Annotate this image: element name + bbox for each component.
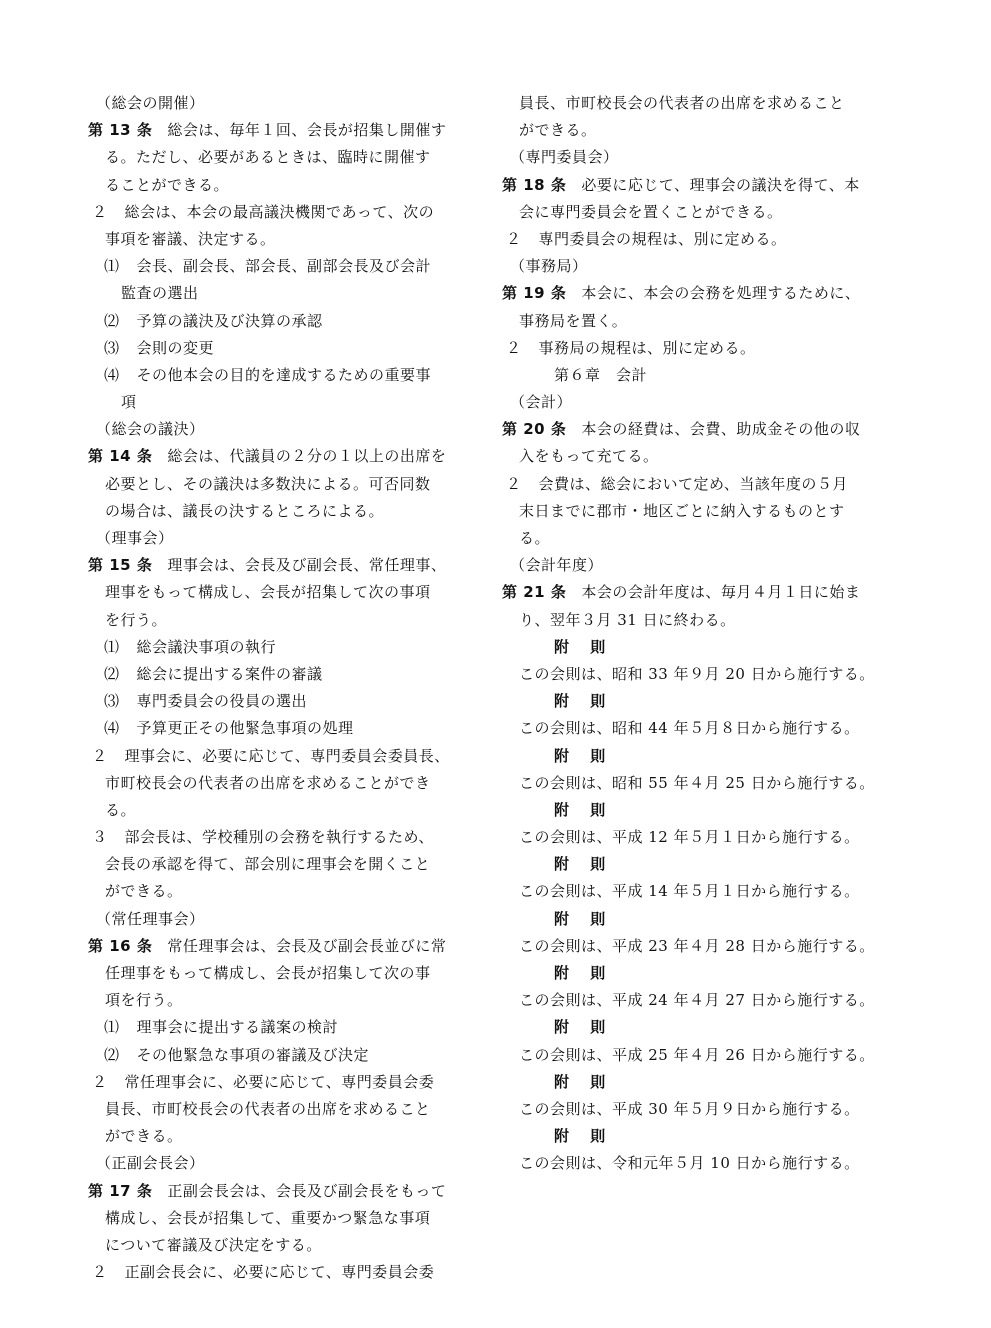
section-heading xyxy=(88,90,470,117)
text-line xyxy=(502,1014,894,1041)
line-text: 本会に、本会の会務を処理するために、 xyxy=(581,284,861,303)
text-line xyxy=(502,715,894,742)
line-text: 会長の承認を得て、部会別に理事会を開くこと xyxy=(105,855,431,874)
continued-text xyxy=(502,90,894,144)
text-line xyxy=(88,1096,470,1123)
line-text: 総会は、本会の最高議決機関であって、次の xyxy=(124,202,435,221)
line-text: 附 則 xyxy=(554,1018,614,1037)
text-line xyxy=(88,688,470,715)
paragraph xyxy=(502,471,894,553)
line-text: （会計） xyxy=(510,393,573,412)
section-heading xyxy=(502,253,894,280)
text-line xyxy=(502,525,894,552)
text-line xyxy=(502,90,894,117)
text-line xyxy=(88,335,470,362)
chapter-heading xyxy=(502,362,894,389)
text-line xyxy=(88,226,470,253)
text-line xyxy=(88,906,470,933)
line-text: を行う。 xyxy=(105,610,168,629)
text-line xyxy=(502,335,894,362)
line-text: 理事会は、会長及び副会長、常任理事、 xyxy=(167,556,447,575)
paragraph xyxy=(502,335,894,362)
line-text: この会則は、平成 12 年５月１日から施行する。 xyxy=(519,828,860,847)
line-text: る。 xyxy=(105,800,137,819)
line-text: この会則は、平成 24 年４月 27 日から施行する。 xyxy=(519,991,875,1010)
line-text: その他本会の目的を達成するための重要事 xyxy=(136,365,432,384)
line-text: 会に専門委員会を置くことができる。 xyxy=(519,202,783,221)
item-number: ⑵ xyxy=(104,311,120,330)
item-number: ⑷ xyxy=(104,719,120,738)
list-item xyxy=(88,1014,470,1041)
article-number: 第 13 条 xyxy=(88,121,153,140)
item-number: ⑴ xyxy=(104,257,120,276)
line-text: 監査の選出 xyxy=(121,284,199,303)
line-text: 理事をもって構成し、会長が招集して次の事項 xyxy=(105,583,431,602)
line-text: 附 則 xyxy=(554,964,614,982)
text-line xyxy=(502,253,894,280)
article xyxy=(88,552,470,634)
enactment-clause xyxy=(502,1150,894,1177)
article xyxy=(88,1178,470,1260)
paragraph-number: ２ xyxy=(92,1072,108,1091)
line-text: 常任理事会に、必要に応じて、専門委員会委 xyxy=(124,1072,435,1091)
line-text: 本会の会計年度は、毎月４月１日に始ま xyxy=(581,583,861,602)
text-line xyxy=(88,144,470,171)
section-heading xyxy=(502,389,894,416)
article-number: 第 18 条 xyxy=(502,175,567,194)
text-line xyxy=(88,1042,470,1069)
line-text: ができる。 xyxy=(105,1127,183,1146)
text-line xyxy=(88,878,470,905)
text-line xyxy=(502,1069,894,1096)
article-number: 第 14 条 xyxy=(88,447,153,466)
text-line xyxy=(88,117,470,144)
text-line xyxy=(88,1069,470,1096)
text-line xyxy=(88,1259,470,1286)
line-text: 事務局の規程は、別に定める。 xyxy=(538,338,756,357)
line-text: 総会は、毎年１回、会長が招集し開催す xyxy=(167,121,447,140)
article xyxy=(88,117,470,199)
text-line xyxy=(502,226,894,253)
text-line xyxy=(502,280,894,307)
appendix-heading xyxy=(502,634,894,661)
article-number: 第 17 条 xyxy=(88,1181,153,1200)
section-heading xyxy=(502,552,894,579)
text-line xyxy=(88,851,470,878)
text-line xyxy=(88,607,470,634)
article xyxy=(88,443,470,525)
text-line xyxy=(502,933,894,960)
line-text: る。ただし、必要があるときは、臨時に開催す xyxy=(105,148,431,167)
line-text: （総会の議決） xyxy=(96,420,205,439)
text-line xyxy=(88,280,470,307)
line-text: 第６章 会計 xyxy=(554,365,648,384)
line-text: 附 則 xyxy=(554,855,614,874)
line-text: 項 xyxy=(121,393,137,412)
item-number: ⑵ xyxy=(104,664,120,683)
line-text: の場合は、議長の決するところによる。 xyxy=(105,501,385,520)
paragraph-number: ２ xyxy=(506,229,522,248)
enactment-clause xyxy=(502,1096,894,1123)
text-line xyxy=(88,90,470,117)
enactment-clause xyxy=(502,987,894,1014)
text-line xyxy=(502,688,894,715)
line-text: 入をもって充てる。 xyxy=(519,447,659,466)
line-text: り、翌年３月 31 日に終わる。 xyxy=(519,610,736,629)
text-line xyxy=(88,1205,470,1232)
section-heading xyxy=(88,525,470,552)
appendix-heading xyxy=(502,960,894,987)
paragraph xyxy=(88,824,470,906)
item-number: ⑶ xyxy=(104,692,120,711)
paragraph xyxy=(88,743,470,825)
text-line xyxy=(88,933,470,960)
text-line xyxy=(502,743,894,770)
text-line xyxy=(502,199,894,226)
text-line xyxy=(88,199,470,226)
line-text: この会則は、平成 30 年５月９日から施行する。 xyxy=(519,1099,860,1118)
line-text: 附 則 xyxy=(554,909,614,928)
line-text: 附 則 xyxy=(554,692,614,711)
left-column xyxy=(88,90,470,1286)
line-text: 構成し、会長が招集して、重要かつ緊急な事項 xyxy=(105,1208,431,1227)
enactment-clause xyxy=(502,824,894,851)
list-item xyxy=(88,715,470,742)
line-text: 会長、副会長、部会長、副部会長及び会計 xyxy=(136,257,432,276)
paragraph-number: ２ xyxy=(92,1263,108,1282)
article-number: 第 20 条 xyxy=(502,420,567,439)
line-text: 附 則 xyxy=(554,637,614,656)
text-line xyxy=(88,770,470,797)
text-line xyxy=(502,906,894,933)
text-line xyxy=(502,172,894,199)
paragraph-number: ２ xyxy=(506,338,522,357)
text-line xyxy=(88,960,470,987)
text-line xyxy=(502,443,894,470)
line-text: 事項を審議、決定する。 xyxy=(105,229,276,248)
text-line xyxy=(88,1232,470,1259)
enactment-clause xyxy=(502,770,894,797)
appendix-heading xyxy=(502,688,894,715)
paragraph xyxy=(502,226,894,253)
line-text: 市町校長会の代表者の出席を求めることができ xyxy=(105,773,431,792)
enactment-clause xyxy=(502,878,894,905)
line-text: 常任理事会は、会長及び副会長並びに常 xyxy=(167,936,447,955)
list-item xyxy=(88,335,470,362)
section-heading xyxy=(502,144,894,171)
line-text: （総会の開催） xyxy=(96,94,205,112)
list-item xyxy=(88,362,470,416)
text-line xyxy=(502,824,894,851)
text-line xyxy=(88,987,470,1014)
article-number: 第 19 条 xyxy=(502,284,567,303)
text-line xyxy=(88,471,470,498)
line-text: この会則は、平成 14 年５月１日から施行する。 xyxy=(519,882,860,901)
line-text: 任理事をもって構成し、会長が招集して次の事 xyxy=(105,964,431,982)
line-text: ができる。 xyxy=(519,121,597,140)
line-text: 総会は、代議員の２分の１以上の出席を xyxy=(167,447,447,466)
paragraph-number: ２ xyxy=(506,474,522,493)
list-item xyxy=(88,308,470,335)
article xyxy=(502,416,894,470)
text-line xyxy=(88,1178,470,1205)
article xyxy=(502,172,894,226)
line-text: 必要とし、その議決は多数決による。可否同数 xyxy=(105,474,431,493)
text-line xyxy=(502,661,894,688)
text-line xyxy=(88,1123,470,1150)
enactment-clause xyxy=(502,1042,894,1069)
line-text: ることができる。 xyxy=(105,175,230,194)
text-line xyxy=(88,525,470,552)
line-text: 予算更正その他緊急事項の処理 xyxy=(136,719,354,738)
text-line xyxy=(502,634,894,661)
line-text: 会則の変更 xyxy=(136,338,215,357)
text-line xyxy=(88,634,470,661)
line-text: 部会長は、学校種別の会務を執行するため、 xyxy=(124,828,434,847)
text-line xyxy=(502,552,894,579)
text-line xyxy=(88,308,470,335)
line-text: 員長、市町校長会の代表者の出席を求めること xyxy=(105,1099,431,1118)
line-text: （正副会長会） xyxy=(96,1154,205,1173)
appendix-heading xyxy=(502,1014,894,1041)
line-text: この会則は、昭和 55 年４月 25 日から施行する。 xyxy=(519,773,875,792)
text-line xyxy=(88,416,470,443)
paragraph-number: ２ xyxy=(92,746,108,765)
text-line xyxy=(88,389,470,416)
text-line xyxy=(502,960,894,987)
text-line xyxy=(502,1150,894,1177)
item-number: ⑴ xyxy=(104,637,120,656)
line-text: （専門委員会） xyxy=(510,148,619,167)
text-line xyxy=(88,579,470,606)
text-line xyxy=(502,851,894,878)
line-text: （会計年度） xyxy=(510,556,604,575)
text-line xyxy=(502,1123,894,1150)
line-text: 専門委員会の役員の選出 xyxy=(136,692,308,711)
paragraph-number: ３ xyxy=(92,828,108,847)
article-number: 第 21 条 xyxy=(502,583,567,602)
line-text: 理事会に提出する議案の検討 xyxy=(136,1018,339,1037)
text-line xyxy=(88,172,470,199)
right-column xyxy=(502,90,894,1178)
line-text: 正副会長会に、必要に応じて、専門委員会委 xyxy=(124,1263,435,1282)
paragraph-number: ２ xyxy=(92,202,108,221)
line-text: （常任理事会） xyxy=(96,909,205,928)
list-item xyxy=(88,661,470,688)
article xyxy=(502,280,894,334)
section-heading xyxy=(88,416,470,443)
text-line xyxy=(502,498,894,525)
appendix-heading xyxy=(502,797,894,824)
line-text: 必要に応じて、理事会の議決を得て、本 xyxy=(581,175,860,194)
text-line xyxy=(502,389,894,416)
text-line xyxy=(502,987,894,1014)
line-text: 予算の議決及び決算の承認 xyxy=(136,311,323,330)
line-text: 事務局を置く。 xyxy=(519,311,628,330)
text-line xyxy=(88,253,470,280)
line-text: について審議及び決定をする。 xyxy=(105,1235,322,1254)
list-item xyxy=(88,253,470,307)
line-text: 正副会長会は、会長及び副会長をもって xyxy=(167,1181,447,1200)
article-number: 第 15 条 xyxy=(88,556,153,575)
section-heading xyxy=(88,906,470,933)
line-text: る。 xyxy=(519,529,551,547)
text-line xyxy=(502,607,894,634)
appendix-heading xyxy=(502,1123,894,1150)
item-number: ⑵ xyxy=(104,1045,120,1064)
item-number: ⑴ xyxy=(104,1018,120,1037)
text-line xyxy=(88,1150,470,1177)
enactment-clause xyxy=(502,661,894,688)
line-text: 附 則 xyxy=(554,746,614,765)
list-item xyxy=(88,1042,470,1069)
line-text: ができる。 xyxy=(105,882,183,901)
item-number: ⑶ xyxy=(104,338,120,357)
text-line xyxy=(88,1014,470,1041)
appendix-heading xyxy=(502,743,894,770)
paragraph xyxy=(88,199,470,253)
text-line xyxy=(502,770,894,797)
line-text: 附 則 xyxy=(554,1127,614,1146)
paragraph xyxy=(88,1069,470,1151)
text-line xyxy=(88,797,470,824)
text-line xyxy=(88,715,470,742)
text-line xyxy=(88,443,470,470)
text-line xyxy=(502,1096,894,1123)
article-number: 第 16 条 xyxy=(88,936,153,955)
line-text: 総会に提出する案件の審議 xyxy=(136,664,323,683)
article xyxy=(88,933,470,1015)
text-line xyxy=(88,552,470,579)
text-line xyxy=(88,661,470,688)
line-text: 理事会に、必要に応じて、専門委員会委員長、 xyxy=(124,746,450,765)
text-line xyxy=(502,308,894,335)
line-text: この会則は、令和元年５月 10 日から施行する。 xyxy=(519,1154,860,1173)
list-item xyxy=(88,688,470,715)
enactment-clause xyxy=(502,715,894,742)
text-line xyxy=(502,416,894,443)
text-line xyxy=(502,797,894,824)
line-text: この会則は、昭和 44 年５月８日から施行する。 xyxy=(519,719,860,738)
line-text: この会則は、昭和 33 年９月 20 日から施行する。 xyxy=(519,664,875,683)
article xyxy=(502,579,894,633)
text-line xyxy=(502,878,894,905)
text-line xyxy=(88,824,470,851)
paragraph xyxy=(88,1259,470,1286)
text-line xyxy=(502,1042,894,1069)
enactment-clause xyxy=(502,933,894,960)
line-text: 会費は、総会において定め、当該年度の５月 xyxy=(538,474,848,493)
list-item xyxy=(88,634,470,661)
line-text: 専門委員会の規程は、別に定める。 xyxy=(538,229,787,248)
text-line xyxy=(502,579,894,606)
line-text: （理事会） xyxy=(96,529,174,547)
text-line xyxy=(88,743,470,770)
line-text: 本会の経費は、会費、助成金その他の収 xyxy=(581,420,861,439)
section-heading xyxy=(88,1150,470,1177)
item-number: ⑷ xyxy=(104,365,120,384)
text-line xyxy=(88,362,470,389)
line-text: この会則は、平成 23 年４月 28 日から施行する。 xyxy=(519,936,875,955)
line-text: （事務局） xyxy=(510,257,588,276)
line-text: 項を行う。 xyxy=(105,991,183,1010)
text-line xyxy=(502,144,894,171)
line-text: その他緊急な事項の審議及び決定 xyxy=(136,1045,370,1064)
line-text: この会則は、平成 25 年４月 26 日から施行する。 xyxy=(519,1045,875,1064)
text-line xyxy=(88,498,470,525)
line-text: 末日までに郡市・地区ごとに納入するものとす xyxy=(519,501,845,520)
line-text: 員長、市町校長会の代表者の出席を求めること xyxy=(519,94,845,112)
appendix-heading xyxy=(502,1069,894,1096)
text-line xyxy=(502,117,894,144)
line-text: 総会議決事項の執行 xyxy=(136,637,277,656)
text-line xyxy=(502,362,894,389)
appendix-heading xyxy=(502,906,894,933)
text-line xyxy=(502,471,894,498)
line-text: 附 則 xyxy=(554,1072,614,1091)
appendix-heading xyxy=(502,851,894,878)
line-text: 附 則 xyxy=(554,800,614,819)
